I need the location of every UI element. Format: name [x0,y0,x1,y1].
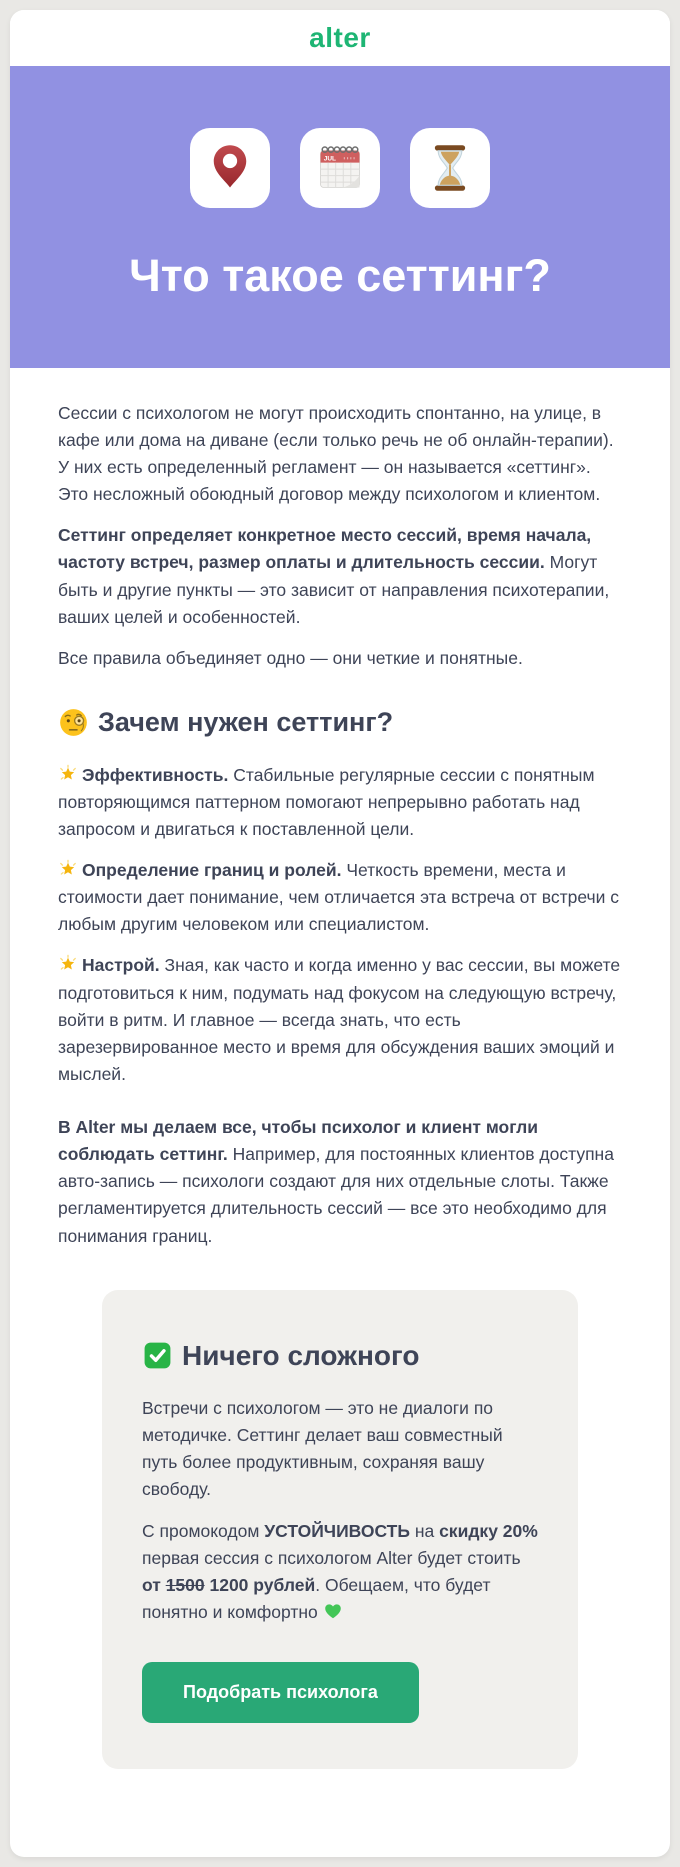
why-item-2-text: Четкость времени, места и стоимости дает понимание, чем отличается эта встреча от встречи с любым другим человеком или специалистом. [58,860,620,935]
why-item-3 [58,952,622,1088]
promo-price [142,1575,315,1595]
intro-paragraph-2 [58,522,622,631]
promo-paragraph [142,1518,538,1627]
why-item-1 [58,762,622,843]
alter-closing-rest: Например, для постоянных клиентов доступна авто-запись — психологи создают для них отдельные слоты. Также регламентируется длительность сессий — все это необходимо для понимания границ. [58,1144,614,1246]
offer-heading-text: Ничего сложного [182,1339,420,1371]
promo-code: УСТОЙЧИВОСТЬ [264,1520,410,1541]
hourglass-icon [424,142,476,194]
bottom-spacer [58,1813,622,1857]
location-pin-icon [204,142,256,194]
promo-discount: скидку 20% [439,1520,538,1541]
why-item-3-title: Настрой. [82,955,160,976]
hero-tile-hourglass [410,128,490,208]
offer-card [102,1290,578,1769]
glowing-star-icon [58,764,78,784]
why-item-1-title: Эффективность. [82,764,229,785]
hero-tile-calendar [300,128,380,208]
hero-section [10,66,670,368]
old-price: 1500 [165,1574,205,1595]
promo-text-4: . Обещаем, что будет понятно и комфортно [142,1574,491,1622]
find-psychologist-button[interactable]: Подобрать психолога [142,1662,419,1723]
price-prefix: от [142,1574,166,1595]
why-item-2 [58,857,622,938]
why-item-1-text: Стабильные регулярные сессии с понятным повторяющимся паттерном помогают непрерывно работать над запросом и двигаться к поставленной цели. [58,764,595,839]
spiral-calendar-icon [314,142,366,194]
check-mark-icon [142,1340,173,1371]
email-header [10,10,670,66]
new-price: 1200 рублей [204,1574,316,1595]
alter-closing-paragraph [58,1114,622,1250]
hero-icon-row [30,128,650,208]
promo-text-2: на [409,1520,440,1541]
offer-paragraph-1: Встречи с психологом — это не диалоги по методичке. Сеттинг делает ваш совместный путь более продуктивным, сохраняя вашу свободу. [142,1398,503,1500]
green-heart-icon [323,1601,343,1621]
alter-closing-lead: В Alter мы делаем все, чтобы психолог и клиент могли соблюдать сеттинг. [58,1117,538,1165]
why-section-heading-text: Зачем нужен сеттинг? [98,706,394,737]
glowing-star-icon [58,954,78,974]
glowing-star-icon [58,859,78,879]
promo-text-3: первая сессия с психологом Alter будет стоить [142,1547,521,1568]
monocle-face-icon [58,707,89,738]
offer-heading [142,1334,538,1377]
email-card [10,10,670,1857]
email-body [10,368,670,1857]
intro-paragraph-2-lead: Сеттинг определяет конкретное место сессий, время начала, частоту встреч, размер оплаты и длительность сессии. [58,525,592,573]
why-item-3-text: Зная, как часто и когда именно у вас сессии, вы можете подготовиться к ним, подумать над фокусом на следующую встречу, войти в ритм. И главное — всегда знать, что есть зарезервированное место и время для обсуждения ваших эмоций и мыслей. [58,955,621,1084]
intro-paragraph-2-rest: Могут быть и другие пункты — это зависит от направления психотерапии, ваших целей и особенностей. [58,552,610,627]
hero-title: Что такое сеттинг? [129,250,551,301]
intro-paragraph-3: Все правила объединяет одно — они четкие и понятные. [58,647,523,668]
promo-text-1: С промокодом [142,1520,265,1541]
why-item-2-title: Определение границ и ролей. [82,860,342,881]
svg-text:JUL: JUL [323,155,337,163]
intro-paragraph-1: Сессии с психологом не могут происходить спонтанно, на улице, в кафе или дома на диване (если только речь не об онлайн-терапии). У них есть определенный регламент — он называется «сеттинг». Это несложный обоюдный договор между психологом и клиентом. [58,402,614,505]
alter-logo[interactable]: alter [309,22,371,53]
why-section-heading [58,702,622,744]
hero-tile-location [190,128,270,208]
